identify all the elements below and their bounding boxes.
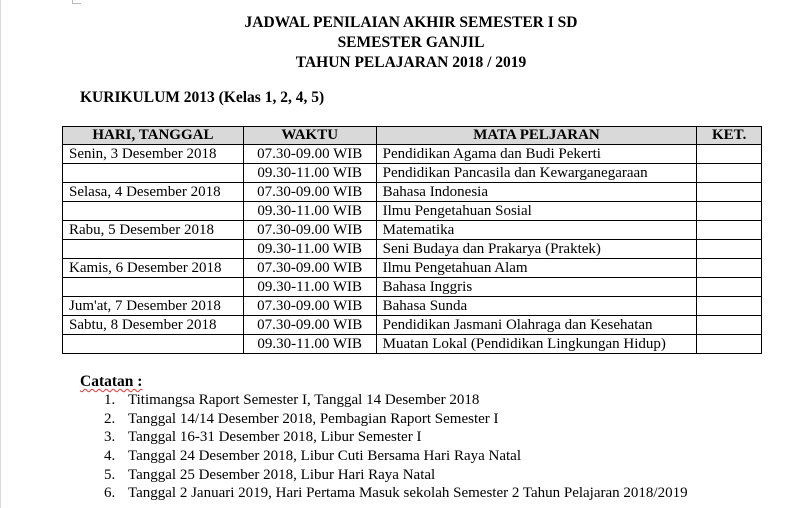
page-edge: [0, 0, 1, 508]
note-number: 3.: [104, 429, 116, 446]
list-item: [104, 391, 688, 410]
table-row: [63, 145, 762, 164]
subject-cell: Pendidikan Agama dan Budi Pekerti: [376, 145, 697, 164]
time-cell: 09.30-11.00 WIB: [243, 278, 376, 297]
day-cell: Kamis, 6 Desember 2018: [63, 259, 244, 278]
day-cell: Selasa, 4 Desember 2018: [63, 183, 244, 202]
day-cell-empty: [63, 240, 244, 259]
subject-cell: Matematika: [376, 221, 697, 240]
table-row: [63, 316, 762, 335]
time-cell: 07.30-09.00 WIB: [243, 259, 376, 278]
subject-cell: Seni Budaya dan Prakarya (Praktek): [376, 240, 697, 259]
schedule-body: [63, 145, 762, 354]
header-waktu: WAKTU: [243, 127, 376, 145]
ket-cell: [697, 183, 762, 202]
list-item: [104, 410, 688, 429]
subject-cell: Muatan Lokal (Pendidikan Lingkungan Hidup): [376, 335, 697, 354]
day-cell: Senin, 3 Desember 2018: [63, 145, 244, 164]
time-cell: 09.30-11.00 WIB: [243, 164, 376, 183]
day-cell: Sabtu, 8 Desember 2018: [63, 316, 244, 335]
table-row: [63, 221, 762, 240]
list-item: [104, 428, 688, 447]
note-text: Tanggal 2 Januari 2019, Hari Pertama Masuk sekolah Semester 2 Tahun Pelajaran 2018/2019: [128, 485, 688, 502]
ket-cell: [697, 297, 762, 316]
document-title: [0, 13, 802, 73]
subject-cell: Pendidikan Jasmani Olahraga dan Kesehatan: [376, 316, 697, 335]
note-text: Tanggal 24 Desember 2018, Libur Cuti Bersama Hari Raya Natal: [128, 448, 522, 465]
note-number: 2.: [104, 410, 116, 427]
note-number: 6.: [104, 485, 116, 502]
list-item: [104, 484, 688, 503]
list-item: [104, 466, 688, 485]
table-row: [63, 297, 762, 316]
notes-title: Catatan :: [80, 373, 143, 390]
subject-cell: Bahasa Inggris: [376, 278, 697, 297]
list-item: [104, 447, 688, 466]
day-cell-empty: [63, 164, 244, 183]
subject-cell: Ilmu Pengetahuan Sosial: [376, 202, 697, 221]
time-cell: 09.30-11.00 WIB: [243, 335, 376, 354]
note-text: Tanggal 14/14 Desember 2018, Pembagian Raport Semester I: [128, 410, 499, 427]
table-row: [63, 240, 762, 259]
ket-cell: [697, 316, 762, 335]
time-cell: 09.30-11.00 WIB: [243, 202, 376, 221]
time-cell: 07.30-09.00 WIB: [243, 316, 376, 335]
subject-cell: Bahasa Sunda: [376, 297, 697, 316]
header-mata-pelajaran: MATA PELJARAN: [376, 127, 697, 145]
ket-cell: [697, 145, 762, 164]
header-ket: KET.: [697, 127, 762, 145]
title-line-3: TAHUN PELAJARAN 2018 / 2019: [295, 54, 527, 71]
time-cell: 07.30-09.00 WIB: [243, 145, 376, 164]
table-row: [63, 183, 762, 202]
ket-cell: [697, 202, 762, 221]
subject-cell: Ilmu Pengetahuan Alam: [376, 259, 697, 278]
kurikulum-heading: KURIKULUM 2013 (Kelas 1, 2, 4, 5): [80, 89, 325, 106]
note-text: Titimangsa Raport Semester I, Tanggal 14 Desember 2018: [128, 392, 480, 408]
note-number: 1.: [104, 392, 116, 408]
title-line-2: SEMESTER GANJIL: [337, 34, 485, 51]
ket-cell: [697, 278, 762, 297]
ket-cell: [697, 221, 762, 240]
day-cell-empty: [63, 278, 244, 297]
time-cell: 07.30-09.00 WIB: [243, 221, 376, 240]
table-row: [63, 278, 762, 297]
time-cell: 09.30-11.00 WIB: [243, 240, 376, 259]
table-row: [63, 335, 762, 354]
time-cell: 07.30-09.00 WIB: [243, 297, 376, 316]
day-cell: Rabu, 5 Desember 2018: [63, 221, 244, 240]
table-row: [63, 164, 762, 183]
table-row: [63, 259, 762, 278]
ket-cell: [697, 259, 762, 278]
subject-cell: Bahasa Indonesia: [376, 183, 697, 202]
table-row: [63, 202, 762, 221]
schedule-table: [62, 126, 762, 354]
day-cell: Jum'at, 7 Desember 2018: [63, 297, 244, 316]
note-text: Tanggal 25 Desember 2018, Libur Hari Raya Natal: [128, 466, 436, 483]
page-corner-mark: [72, 0, 81, 4]
day-cell-empty: [63, 335, 244, 354]
title-line-1: JADWAL PENILAIAN AKHIR SEMESTER I SD: [244, 14, 578, 31]
header-hari-tanggal: HARI, TANGGAL: [63, 127, 244, 145]
notes-list: [104, 391, 688, 503]
note-number: 5.: [104, 466, 116, 483]
ket-cell: [697, 335, 762, 354]
table-header-row: [63, 127, 762, 145]
ket-cell: [697, 164, 762, 183]
time-cell: 07.30-09.00 WIB: [243, 183, 376, 202]
ket-cell: [697, 240, 762, 259]
note-number: 4.: [104, 448, 116, 465]
subject-cell: Pendidikan Pancasila dan Kewarganegaraan: [376, 164, 697, 183]
day-cell-empty: [63, 202, 244, 221]
note-text: Tanggal 16-31 Desember 2018, Libur Semester I: [128, 429, 422, 446]
